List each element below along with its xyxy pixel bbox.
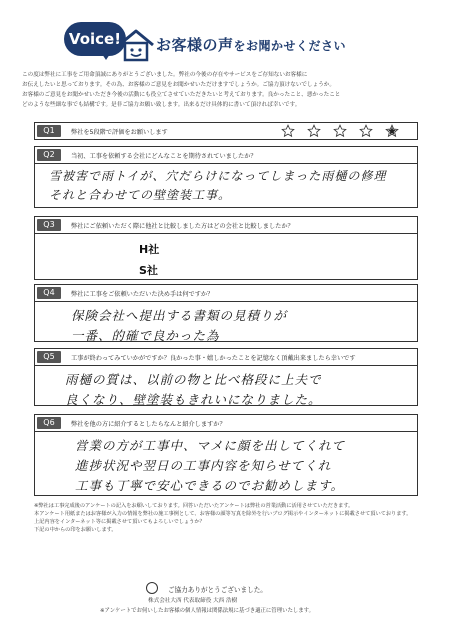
question-header bbox=[35, 285, 417, 302]
question-text: 弊社を他の方に紹介するとしたらなんと紹介しますか？ bbox=[71, 421, 226, 428]
page-title bbox=[156, 34, 346, 55]
smile-icon bbox=[146, 582, 158, 594]
question-text: 工事が終わってみていかがですか？良かった事・嬉しかったことを記憶なく頂戴出来ましたら幸いです bbox=[71, 355, 356, 362]
intro-text bbox=[22, 70, 432, 110]
question-text: 当初、工事を依頼する会社にどんなことを期待されていましたか？ bbox=[71, 153, 257, 160]
answer-line: それと合わせての壁塗装工事。 bbox=[49, 188, 232, 202]
answer-line: 雪被害で雨トイが、穴だらけになってしまった雨樋の修理 bbox=[49, 169, 387, 183]
intro-line: お客様のご意見をお聞かせいただき今後の活動にも役立てさせていただきたいと考えております。良かったこと、悪かったこと bbox=[22, 92, 341, 98]
question-text: 弊社にご依頼いただく際に他社と比較しました方はどの会社と比較しましたか？ bbox=[71, 223, 294, 230]
question-text: 弊社に工事をご依頼いただいた決め手は何ですか？ bbox=[71, 291, 214, 298]
footnote-line: ※弊社は工事完成後のアンケートの記入をお願いしております。回答いただいたアンケートは弊社の営業活動に活用させていただきます。 bbox=[34, 503, 354, 509]
privacy-note: ※アンケートでお伺いしたお客様の個人情報は関係法規に基づき適正に管理いたします。 bbox=[100, 608, 314, 614]
footnote-line: 上記内容をインターネット等に掲載させて頂いてもよろしいでしょうか？ bbox=[34, 519, 205, 525]
question-label: Q1 bbox=[37, 125, 61, 137]
thanks-message: ご協力ありがとうございました。 bbox=[168, 586, 267, 594]
question-q5 bbox=[34, 348, 418, 406]
title-main: お客様の声 bbox=[156, 36, 234, 54]
star-icon bbox=[359, 124, 373, 138]
question-header bbox=[35, 415, 417, 432]
question-label: Q5 bbox=[37, 351, 61, 363]
footnote-line: 本アンケート用紙またはお客様が入力の情報を弊社の施工事例として、お客様の顔等写真を除外を行いブログ掲示やインターネットに掲載させて頂いております。 bbox=[34, 511, 412, 517]
question-label: Q6 bbox=[37, 417, 61, 429]
question-header bbox=[35, 217, 417, 234]
question-header bbox=[35, 147, 417, 164]
answer-line: 雨樋の質は、以前の物と比べ格段に上夫で bbox=[65, 372, 322, 387]
star-icon bbox=[333, 124, 347, 138]
answer-line: 進捗状況や翌日の工事内容を知らせてくれ bbox=[75, 458, 332, 473]
question-q4 bbox=[34, 284, 418, 342]
competitor-name: H社 bbox=[139, 243, 160, 256]
question-text: 弊社を5段階で評価をお願いします bbox=[71, 129, 168, 136]
star-icon bbox=[281, 124, 295, 138]
competitor-name: S社 bbox=[139, 264, 158, 277]
question-q2 bbox=[34, 146, 418, 208]
intro-line: お伝えしたいと思っております。その為、お客様のご意見をお聞かせいただけますでしょうか。ご協力頂けないでしょうか。 bbox=[22, 82, 335, 88]
intro-line: この度は弊社に工事をご用命頂誠にありがとうございました。弊社の今後の存在やサービスをご存知ないお客様に bbox=[22, 72, 308, 78]
question-header bbox=[35, 349, 417, 366]
house-icon bbox=[116, 28, 156, 62]
answer-line: 良くなり、壁塗装もきれいになりました。 bbox=[65, 392, 322, 407]
footnote-line: 下記の中からの印をお願いします。 bbox=[34, 527, 117, 533]
question-q1 bbox=[34, 122, 418, 140]
question-label: Q3 bbox=[37, 219, 61, 231]
intro-line: どのような些細な事でも結構です。是非ご協力お願い致します。出来るだけ具体的に書いて頂ければ幸いです。 bbox=[22, 102, 301, 108]
question-label: Q2 bbox=[37, 149, 61, 161]
voice-badge: Voice! bbox=[64, 22, 126, 56]
footnotes bbox=[34, 502, 434, 534]
answer-line: 一番、的確で良かった為 bbox=[71, 328, 220, 343]
star-icon bbox=[307, 124, 321, 138]
star-icon bbox=[385, 124, 399, 138]
question-q3 bbox=[34, 216, 418, 280]
answer-line: 営業の方が工事中、マメに顔を出してくれて bbox=[75, 438, 346, 453]
voice-badge-tail bbox=[98, 48, 114, 60]
title-sub: をお聞かせください bbox=[233, 39, 347, 53]
answer-line: 保険会社へ提出する書類の見積りが bbox=[71, 308, 288, 323]
answer-line: 工事も丁寧で安心できるのでお勧めします。 bbox=[75, 478, 345, 493]
question-q6 bbox=[34, 414, 418, 496]
question-label: Q4 bbox=[37, 287, 61, 299]
company-name: 株式会社大西 代表取締役 大西 浩樹 bbox=[148, 598, 238, 604]
